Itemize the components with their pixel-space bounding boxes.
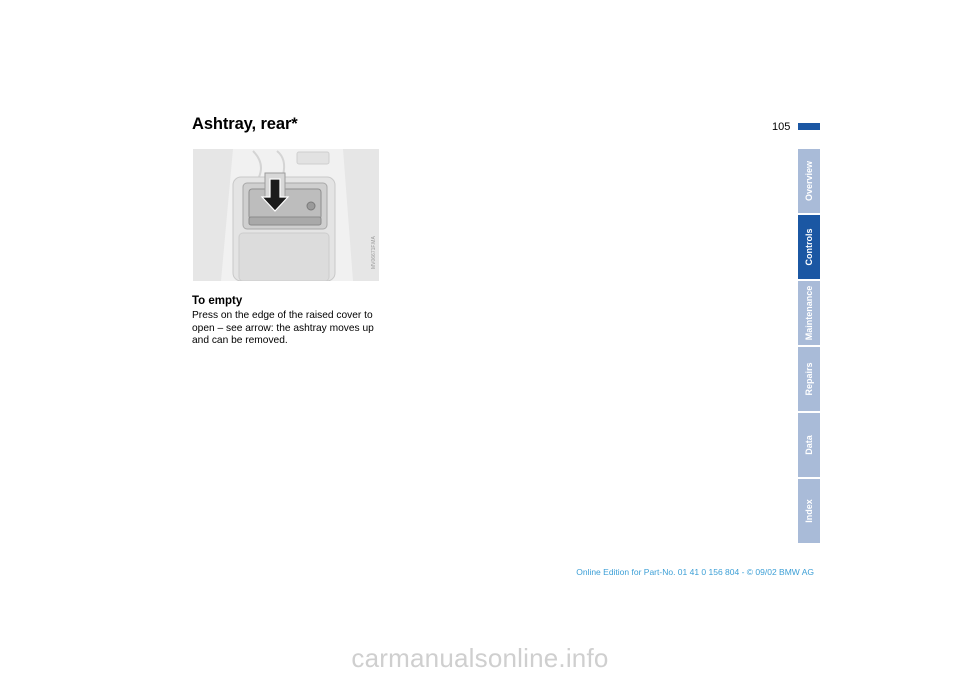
tab-label: Maintenance bbox=[804, 285, 814, 341]
tab-label: Controls bbox=[804, 228, 814, 266]
page-marker bbox=[798, 123, 820, 130]
body-paragraph: Press on the edge of the raised cover to open – see arrow: the ashtray moves up and can be removed. bbox=[192, 310, 374, 346]
tab-index[interactable] bbox=[798, 479, 820, 543]
tab-repairs[interactable] bbox=[798, 347, 820, 411]
footer-edition-note: Online Edition for Part-No. 01 41 0 156 804 - © 09/02 BMW AG bbox=[576, 567, 814, 577]
section-subheading: To empty bbox=[192, 295, 243, 307]
tab-label: Index bbox=[804, 499, 814, 523]
tab-label: Overview bbox=[804, 160, 814, 202]
tab-label: Repairs bbox=[804, 362, 814, 396]
page-number: 105 bbox=[772, 121, 791, 133]
tab-data[interactable] bbox=[798, 413, 820, 477]
page-title: Ashtray, rear* bbox=[192, 115, 298, 133]
site-watermark: carmanualsonline.info bbox=[351, 643, 609, 673]
tab-controls[interactable] bbox=[798, 215, 820, 279]
ashtray-illustration bbox=[193, 149, 379, 281]
tab-label: Data bbox=[804, 435, 814, 455]
figure-code: MV06671F.MA bbox=[371, 236, 377, 269]
tab-maintenance[interactable] bbox=[798, 281, 820, 345]
chapter-tabs bbox=[798, 149, 820, 545]
tab-overview[interactable] bbox=[798, 149, 820, 213]
